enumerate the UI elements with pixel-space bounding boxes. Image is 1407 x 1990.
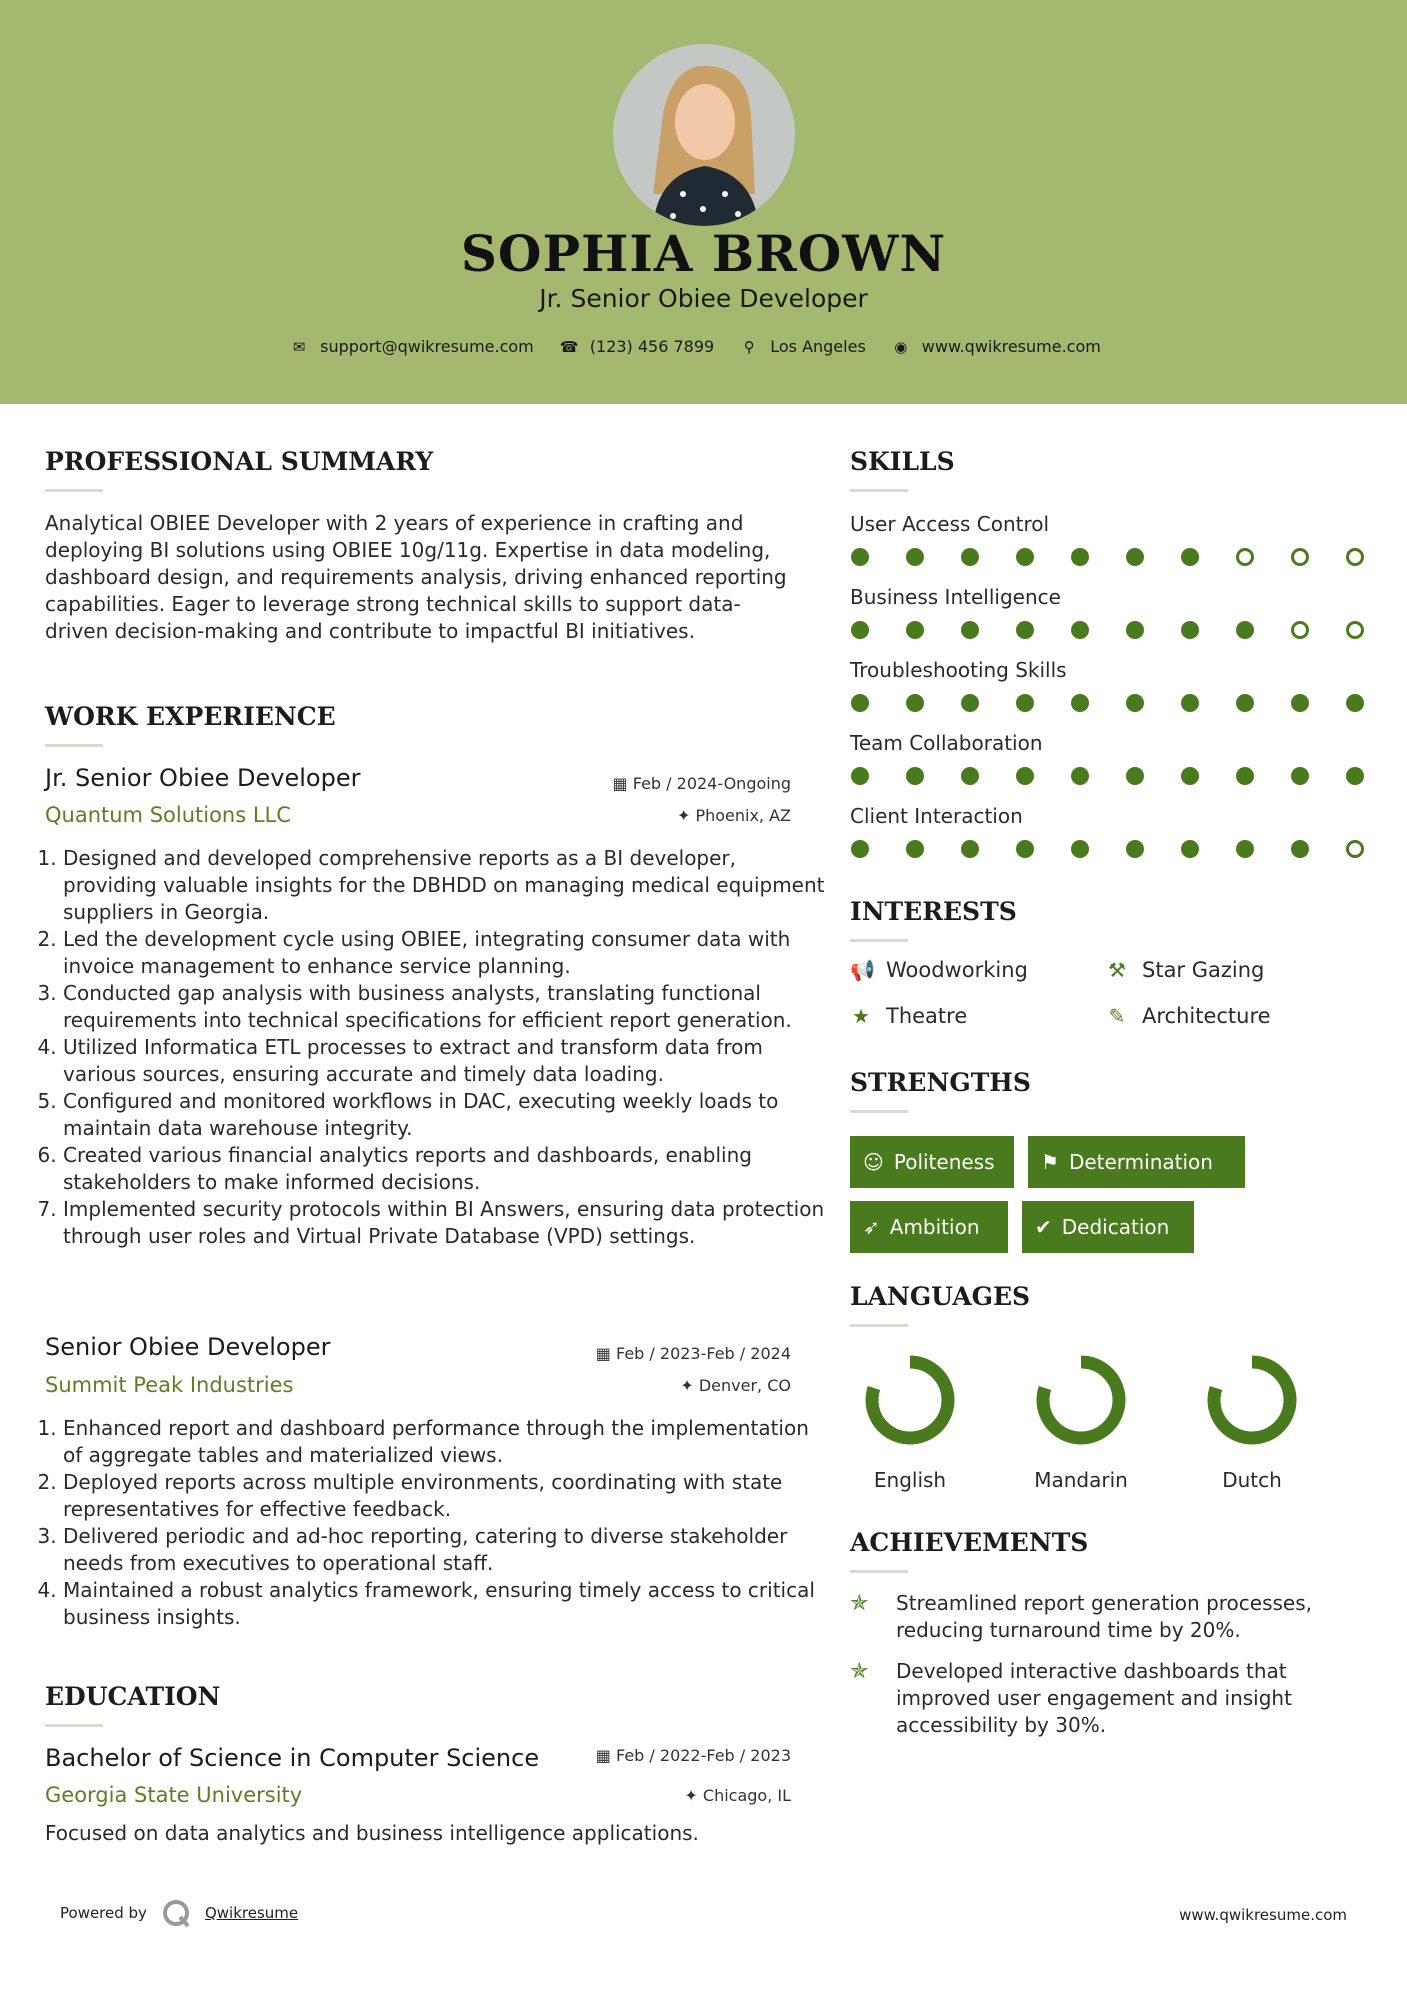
skill-label: User Access Control: [850, 512, 1050, 536]
pin-icon: ✦: [676, 806, 691, 825]
skill-label: Client Interaction: [850, 804, 1023, 828]
experience-heading: WORK EXPERIENCE: [45, 702, 336, 731]
school-name: Georgia State University: [45, 1783, 303, 1807]
megaphone-icon: 📢: [850, 958, 875, 982]
contact-location: ⚲ Los Angeles: [740, 337, 866, 356]
candidate-name: SOPHIA BROWN: [460, 224, 947, 283]
rating-dot-filled: [1181, 621, 1199, 639]
rating-dot-filled: [961, 694, 979, 712]
education-location: ✦ Chicago, IL: [684, 1786, 791, 1805]
language-ring: [862, 1352, 958, 1448]
rating-dot-filled: [851, 548, 869, 566]
rating-dot-filled: [906, 840, 924, 858]
skill-rating: [851, 621, 1401, 639]
rating-dot-filled: [1346, 767, 1364, 785]
rating-dot-filled: [961, 621, 979, 639]
language-ring: [1033, 1352, 1129, 1448]
education-rule: [45, 1724, 103, 1727]
rating-dot-empty: [1346, 548, 1364, 566]
rating-dot-filled: [1236, 621, 1254, 639]
pin-icon: ✦: [684, 1786, 698, 1805]
ruler-pencil-icon: ✎: [1108, 1004, 1126, 1028]
skill-rating: [851, 694, 1401, 712]
skills-rule: [850, 489, 908, 492]
rating-dot-empty: [1291, 621, 1309, 639]
experience-rule: [45, 744, 103, 747]
gavel-icon: ⚒: [1108, 958, 1126, 982]
pin-icon: ✦: [680, 1376, 694, 1395]
rating-dot-filled: [1016, 840, 1034, 858]
rocket-icon: ➶: [863, 1215, 880, 1239]
rating-dot-empty: [1236, 548, 1254, 566]
job-location-2: ✦ Denver, CO: [680, 1376, 791, 1395]
strength-dedication: ✔ Dedication: [1022, 1201, 1194, 1253]
summary-rule: [45, 489, 103, 492]
list-item: 1. Designed and developed comprehensive reports as a BI developer, providing valuable insights for the DBHDD on managing medical equipment suppliers in Georgia.: [63, 845, 833, 926]
languages-heading: LANGUAGES: [850, 1282, 1031, 1311]
list-item: 7. Implemented security protocols within BI Answers, ensuring data protection through user roles and Virtual Private Database (VPD) settings.: [63, 1196, 833, 1250]
company-2: Summit Peak Industries: [45, 1373, 294, 1397]
job-title-1: Jr. Senior Obiee Developer: [45, 764, 361, 792]
languages-rule: [850, 1324, 908, 1327]
smile-icon: ☺: [863, 1150, 884, 1174]
qwikresume-logo-icon: [161, 1898, 191, 1928]
rating-dot-filled: [906, 694, 924, 712]
qwikresume-link[interactable]: Qwikresume: [204, 1904, 299, 1922]
rating-dot-filled: [906, 767, 924, 785]
rating-dot-filled: [1181, 840, 1199, 858]
rating-dot-filled: [1181, 548, 1199, 566]
language-ring: [1204, 1352, 1300, 1448]
summary-text: Analytical OBIEE Developer with 2 years of experience in crafting and deploying BI solutions using OBIEE 10g/11g. Expertise in data modeling, dashboard design, and requirements analysis, driving enhanced reporting capabilities. Eager to leverage strong technical skills to support data-driven decision-making and contribute to impactful BI initiatives.: [45, 511, 787, 643]
rating-dot-filled: [1016, 694, 1034, 712]
skill-label: Business Intelligence: [850, 585, 1061, 609]
rating-dot-filled: [1016, 767, 1034, 785]
strengths-rule: [850, 1110, 908, 1113]
rating-dot-empty: [1346, 840, 1364, 858]
contact-email[interactable]: ✉ support@qwikresume.com: [290, 337, 534, 356]
language-item: [1192, 1352, 1312, 1492]
achievements-rule: [850, 1570, 908, 1573]
strength-politeness: ☺ Politeness: [850, 1136, 1014, 1188]
interest-architecture: ✎ Architecture: [1106, 1004, 1271, 1028]
rating-dot-filled: [851, 694, 869, 712]
rating-dot-filled: [961, 767, 979, 785]
rating-dot-filled: [851, 767, 869, 785]
rating-dot-filled: [1126, 840, 1144, 858]
company-1: Quantum Solutions LLC: [45, 803, 291, 827]
job-bullets-1: [45, 845, 833, 1250]
rating-dot-filled: [1071, 840, 1089, 858]
achievement-1: ✯ Streamlined report generation processes, reducing turnaround time by 20%.: [850, 1591, 1313, 1642]
header-banner: [0, 0, 1407, 404]
job-title-2: Senior Obiee Developer: [45, 1333, 331, 1361]
mail-icon: ✉: [292, 337, 306, 356]
rating-dot-filled: [1291, 767, 1309, 785]
candidate-role: Jr. Senior Obiee Developer: [539, 284, 868, 313]
list-item: 6. Created various financial analytics reports and dashboards, enabling stakeholders to make informed decisions.: [63, 1142, 833, 1196]
skill-rating: [851, 548, 1401, 566]
footer-url[interactable]: www.qwikresume.com: [1179, 1906, 1347, 1924]
list-item: 3. Conducted gap analysis with business analysts, translating functional requirements into technical specifications for efficient report generation.: [63, 980, 833, 1034]
rating-dot-filled: [1126, 767, 1144, 785]
language-label: Mandarin: [1034, 1468, 1128, 1492]
rating-dot-filled: [1181, 767, 1199, 785]
list-item: 5. Configured and monitored workflows in DAC, executing weekly loads to maintain data warehouse integrity.: [63, 1088, 833, 1142]
rating-dot-filled: [961, 548, 979, 566]
language-item: [1021, 1352, 1141, 1492]
strengths-heading: STRENGTHS: [850, 1068, 1031, 1097]
rating-dot-filled: [851, 621, 869, 639]
interest-star-gazing: ⚒ Star Gazing: [1106, 958, 1264, 982]
rating-dot-empty: [1346, 621, 1364, 639]
rating-dot-filled: [1071, 548, 1089, 566]
calendar-icon: ▦: [612, 774, 628, 793]
interest-theatre: ★ Theatre: [850, 1004, 967, 1028]
rating-dot-filled: [1016, 548, 1034, 566]
star-burst-icon: ✯: [850, 1591, 869, 1616]
language-label: Dutch: [1222, 1468, 1282, 1492]
strength-ambition: ➶ Ambition: [850, 1201, 1008, 1253]
rating-dot-filled: [1071, 621, 1089, 639]
interests-rule: [850, 939, 908, 942]
list-item: 4. Maintained a robust analytics framework, ensuring timely access to critical business insights.: [63, 1577, 833, 1631]
education-note: Focused on data analytics and business intelligence applications.: [45, 1821, 699, 1845]
star-icon: ★: [852, 1004, 870, 1028]
job-dates-1: ▦ Feb / 2024-Ongoing: [612, 774, 791, 793]
interests-heading: INTERESTS: [850, 897, 1017, 926]
job-bullets-2: [45, 1415, 833, 1631]
rating-dot-filled: [1236, 767, 1254, 785]
rating-dot-filled: [1126, 694, 1144, 712]
rating-dot-filled: [1291, 694, 1309, 712]
rating-dot-filled: [1236, 840, 1254, 858]
rating-dot-filled: [1126, 548, 1144, 566]
flag-icon: ⚑: [1041, 1150, 1059, 1174]
skill-rating: [851, 840, 1401, 858]
list-item: 1. Enhanced report and dashboard performance through the implementation of aggregate tables and materialized views.: [63, 1415, 833, 1469]
skill-label: Troubleshooting Skills: [850, 658, 1067, 682]
star-burst-icon: ✯: [850, 1659, 869, 1684]
profile-photo-image: [613, 44, 795, 226]
rating-dot-filled: [906, 548, 924, 566]
education-heading: EDUCATION: [45, 1682, 221, 1711]
education-dates: ▦ Feb / 2022-Feb / 2023: [595, 1746, 791, 1765]
rating-dot-empty: [1291, 548, 1309, 566]
globe-icon: ◉: [894, 337, 908, 356]
strength-determination: ⚑ Determination: [1028, 1136, 1245, 1188]
list-item: 2. Deployed reports across multiple environments, coordinating with state representatives for effective feedback.: [63, 1469, 833, 1523]
degree-title: Bachelor of Science in Computer Science: [45, 1744, 540, 1772]
job-dates-2: ▦ Feb / 2023-Feb / 2024: [595, 1344, 791, 1363]
rating-dot-filled: [961, 840, 979, 858]
list-item: 2. Led the development cycle using OBIEE, integrating consumer data with invoice management to enhance service planning.: [63, 926, 833, 980]
interest-woodworking: 📢 Woodworking: [850, 958, 1028, 982]
contact-bar: [0, 337, 1407, 356]
skill-rating: [851, 767, 1401, 785]
profile-photo: [613, 44, 795, 226]
check-circle-icon: ✔: [1035, 1215, 1052, 1239]
rating-dot-filled: [1126, 621, 1144, 639]
contact-website[interactable]: ◉ www.qwikresume.com: [892, 337, 1101, 356]
calendar-icon: ▦: [595, 1746, 611, 1765]
rating-dot-filled: [1236, 694, 1254, 712]
calendar-icon: ▦: [595, 1344, 611, 1363]
language-item: [850, 1352, 970, 1492]
rating-dot-filled: [1291, 840, 1309, 858]
footer-powered-by: Powered by Qwikresume: [60, 1898, 298, 1928]
rating-dot-filled: [1016, 621, 1034, 639]
skills-heading: SKILLS: [850, 447, 955, 476]
rating-dot-filled: [1071, 767, 1089, 785]
rating-dot-filled: [1346, 694, 1364, 712]
language-label: English: [873, 1468, 947, 1492]
phone-icon: ☎: [559, 337, 579, 356]
skill-label: Team Collaboration: [850, 731, 1043, 755]
contact-phone[interactable]: ☎ (123) 456 7899: [559, 337, 715, 356]
list-item: 4. Utilized Informatica ETL processes to extract and transform data from various sources, ensuring accurate and timely data loading.: [63, 1034, 833, 1088]
rating-dot-filled: [906, 621, 924, 639]
rating-dot-filled: [851, 840, 869, 858]
job-location-1: ✦ Phoenix, AZ: [676, 806, 791, 825]
achievements-heading: ACHIEVEMENTS: [850, 1528, 1089, 1557]
rating-dot-filled: [1181, 694, 1199, 712]
achievement-2: ✯ Developed interactive dashboards that improved user engagement and insight accessibility by 30%.: [850, 1659, 1292, 1737]
map-pin-icon: ⚲: [743, 337, 755, 356]
list-item: 3. Delivered periodic and ad-hoc reporting, catering to diverse stakeholder needs from executives to operational staff.: [63, 1523, 833, 1577]
summary-heading: PROFESSIONAL SUMMARY: [45, 447, 434, 476]
rating-dot-filled: [1071, 694, 1089, 712]
